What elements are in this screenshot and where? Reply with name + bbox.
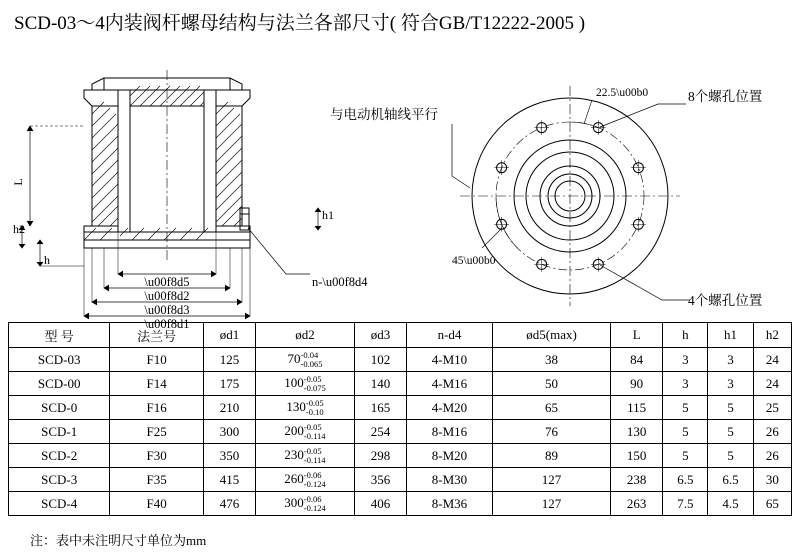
svg-text:\u00f8d3: \u00f8d3 xyxy=(144,303,190,317)
header-nd4: n-d4 xyxy=(407,323,493,348)
drawing-svg xyxy=(0,36,800,331)
svg-text:\u00f8d2: \u00f8d2 xyxy=(144,289,190,303)
svg-text:L: L xyxy=(11,178,25,186)
L-cell: 84 xyxy=(611,348,663,372)
svg-text:4个螺孔位置: 4个螺孔位置 xyxy=(688,293,763,308)
model-cell: SCD-03 xyxy=(9,348,110,372)
h2-cell: 26 xyxy=(753,420,791,444)
d3-cell: 140 xyxy=(354,372,406,396)
d2-cell: 260 -0.06 -0.124 xyxy=(256,468,355,492)
header-d3: ød3 xyxy=(354,323,406,348)
d2-cell: 230 -0.05 -0.114 xyxy=(256,444,355,468)
svg-text:45\u00b0: 45\u00b0 xyxy=(452,255,496,267)
model-cell: SCD-0 xyxy=(9,396,110,420)
model-cell: SCD-3 xyxy=(9,468,110,492)
table-row xyxy=(9,468,792,492)
flange-cell: F40 xyxy=(110,492,204,516)
header-h1: h1 xyxy=(708,323,753,348)
d5-cell: 50 xyxy=(492,372,610,396)
d2-cell: 100 -0.05 -0.075 xyxy=(256,372,355,396)
d5-cell: 89 xyxy=(492,444,610,468)
flange-cell: F10 xyxy=(110,348,204,372)
L-cell: 130 xyxy=(611,420,663,444)
d3-cell: 102 xyxy=(354,348,406,372)
svg-text:\u00f8d1: \u00f8d1 xyxy=(144,317,190,331)
d3-cell: 406 xyxy=(354,492,406,516)
h1-cell: 5 xyxy=(708,444,753,468)
h2-cell: 30 xyxy=(753,468,791,492)
d2-cell: 300 -0.06 -0.124 xyxy=(256,492,355,516)
d5-cell: 38 xyxy=(492,348,610,372)
nd4-cell: 8-M36 xyxy=(407,492,493,516)
svg-text:n-\u00f8d4: n-\u00f8d4 xyxy=(312,275,368,289)
d1-cell: 350 xyxy=(203,444,255,468)
svg-text:22.5\u00b0: 22.5\u00b0 xyxy=(596,87,649,99)
svg-text:\u00f8d5: \u00f8d5 xyxy=(144,275,190,289)
d3-cell: 165 xyxy=(354,396,406,420)
d1-cell: 300 xyxy=(203,420,255,444)
header-d2: ød2 xyxy=(256,323,355,348)
h2-cell: 25 xyxy=(753,396,791,420)
flange-cell: F14 xyxy=(110,372,204,396)
svg-text:h1: h1 xyxy=(322,208,334,222)
model-cell: SCD-2 xyxy=(9,444,110,468)
d3-cell: 356 xyxy=(354,468,406,492)
svg-text:h2: h2 xyxy=(13,222,25,236)
svg-text:h: h xyxy=(44,253,50,267)
nd4-cell: 8-M20 xyxy=(407,444,493,468)
nd4-cell: 4-M10 xyxy=(407,348,493,372)
h-cell: 3 xyxy=(663,372,708,396)
page-title: SCD-03～4内装阀杆螺母结构与法兰各部尺寸( 符合GB/T12222-2005 ) xyxy=(14,13,586,34)
nd4-cell: 8-M16 xyxy=(407,420,493,444)
flange-cell: F35 xyxy=(110,468,204,492)
model-cell: SCD-4 xyxy=(9,492,110,516)
h1-cell: 6.5 xyxy=(708,468,753,492)
nd4-cell: 4-M16 xyxy=(407,372,493,396)
flange-cell: F16 xyxy=(110,396,204,420)
L-cell: 115 xyxy=(611,396,663,420)
h1-cell: 5 xyxy=(708,420,753,444)
h1-cell: 4.5 xyxy=(708,492,753,516)
d1-cell: 415 xyxy=(203,468,255,492)
nd4-cell: 8-M30 xyxy=(407,468,493,492)
h1-cell: 3 xyxy=(708,372,753,396)
d5-cell: 65 xyxy=(492,396,610,420)
dimension-table xyxy=(8,322,792,516)
header-h2: h2 xyxy=(753,323,791,348)
d3-cell: 254 xyxy=(354,420,406,444)
header-flange: 法兰号 xyxy=(110,323,204,348)
model-cell: SCD-1 xyxy=(9,420,110,444)
header-L: L xyxy=(611,323,663,348)
table-header-row xyxy=(9,323,792,348)
table-row xyxy=(9,420,792,444)
model-cell: SCD-00 xyxy=(9,372,110,396)
h1-cell: 3 xyxy=(708,348,753,372)
d5-cell: 127 xyxy=(492,468,610,492)
header-h: h xyxy=(663,323,708,348)
h-cell: 5 xyxy=(663,420,708,444)
d1-cell: 175 xyxy=(203,372,255,396)
L-cell: 90 xyxy=(611,372,663,396)
L-cell: 238 xyxy=(611,468,663,492)
d5-cell: 127 xyxy=(492,492,610,516)
svg-text:8个螺孔位置: 8个螺孔位置 xyxy=(688,89,763,104)
h2-cell: 26 xyxy=(753,444,791,468)
d2-cell: 70 -0.04 -0.065 xyxy=(256,348,355,372)
d1-cell: 210 xyxy=(203,396,255,420)
h2-cell: 24 xyxy=(753,348,791,372)
h-cell: 3 xyxy=(663,348,708,372)
d1-cell: 125 xyxy=(203,348,255,372)
footnote: 注：表中未注明尺寸单位为mm xyxy=(30,533,207,548)
h-cell: 7.5 xyxy=(663,492,708,516)
header-d5: ød5(max) xyxy=(492,323,610,348)
svg-text:与电动机轴线平行: 与电动机轴线平行 xyxy=(330,107,438,122)
nd4-cell: 4-M20 xyxy=(407,396,493,420)
d2-cell: 200 -0.05 -0.114 xyxy=(256,420,355,444)
header-d1: ød1 xyxy=(203,323,255,348)
h-cell: 5 xyxy=(663,396,708,420)
L-cell: 263 xyxy=(611,492,663,516)
h2-cell: 65 xyxy=(753,492,791,516)
d2-cell: 130 -0.05 -0.10 xyxy=(256,396,355,420)
d1-cell: 476 xyxy=(203,492,255,516)
table-row xyxy=(9,396,792,420)
technical-drawing xyxy=(0,36,800,331)
flange-cell: F30 xyxy=(110,444,204,468)
d5-cell: 76 xyxy=(492,420,610,444)
L-cell: 150 xyxy=(611,444,663,468)
table-row xyxy=(9,444,792,468)
h-cell: 6.5 xyxy=(663,468,708,492)
flange-cell: F25 xyxy=(110,420,204,444)
table-row xyxy=(9,492,792,516)
d3-cell: 298 xyxy=(354,444,406,468)
h2-cell: 24 xyxy=(753,372,791,396)
table-row xyxy=(9,372,792,396)
h1-cell: 5 xyxy=(708,396,753,420)
header-model: 型 号 xyxy=(9,323,110,348)
table-body xyxy=(9,348,792,516)
h-cell: 5 xyxy=(663,444,708,468)
table-row xyxy=(9,348,792,372)
